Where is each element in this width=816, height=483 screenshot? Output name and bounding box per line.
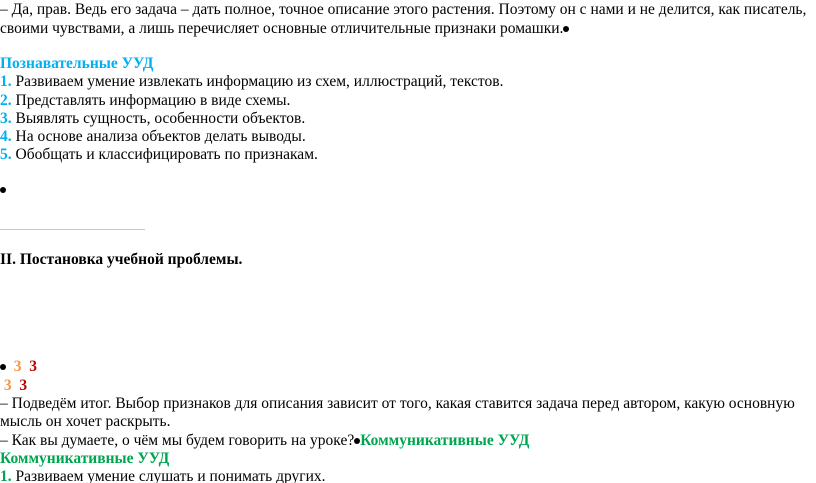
list-number: 2. — [0, 92, 12, 109]
section-heading: II. Постановка учебной проблемы. — [0, 251, 243, 268]
list-text: Выявлять сущность, особенности объектов. — [15, 110, 306, 127]
list-text: Представлять информацию в виде схемы. — [15, 92, 291, 109]
list-item — [0, 109, 305, 128]
marks-row-1 — [0, 357, 37, 376]
intro-line-2 — [0, 19, 569, 38]
marks-row-2 — [0, 376, 27, 395]
list-item — [0, 91, 290, 110]
list-item — [0, 145, 318, 164]
list-number: 4. — [0, 128, 12, 145]
list-number: 1. — [0, 73, 12, 90]
list-number: 5. — [0, 146, 12, 163]
list-item — [0, 467, 326, 483]
mark-orange: 3 — [3, 377, 12, 394]
intro-line-2-text: своими чувствами, а лишь перечисляет основные отличительные признаки ромашки. — [0, 20, 564, 37]
bullet-icon — [0, 364, 6, 370]
bullet-icon — [0, 187, 6, 193]
list-text: Обобщать и классифицировать по признакам. — [15, 146, 318, 163]
mark-red: 3 — [19, 377, 28, 394]
mark-red: 3 — [29, 358, 37, 375]
list-item — [0, 127, 306, 146]
list-text: На основе анализа объектов делать выводы. — [15, 128, 306, 145]
bullet-row — [0, 180, 6, 199]
communicative-inline-label: Коммуникативные УУД — [360, 432, 530, 449]
divider — [0, 229, 145, 230]
list-text: Развиваем умение слушать и понимать других. — [15, 468, 326, 483]
list-number: 3. — [0, 110, 12, 127]
cognitive-heading: Познавательные УУД — [0, 55, 154, 72]
bullet-icon — [563, 26, 569, 32]
summary-line-1: – Подведём итог. Выбор признаков для описания зависит от того, какая ставится задача перед автором, какую основную — [0, 395, 795, 412]
summary-line-3 — [0, 431, 529, 450]
summary-line-2: мысль он хочет раскрыть. — [0, 413, 171, 430]
list-item — [0, 72, 503, 91]
intro-line-1: – Да, прав. Ведь его задача – дать полное, точное описание этого растения. Поэтому он с нами и не делится, как писатель, — [0, 1, 807, 18]
summary-question: – Как вы думаете, о чём мы будем говорить на уроке? — [0, 432, 355, 449]
list-text: Развиваем умение извлекать информацию из схем, иллюстраций, текстов. — [15, 73, 504, 90]
communicative-heading: Коммуникативные УУД — [0, 450, 170, 467]
mark-orange: 3 — [13, 358, 22, 375]
list-number: 1. — [0, 468, 12, 483]
